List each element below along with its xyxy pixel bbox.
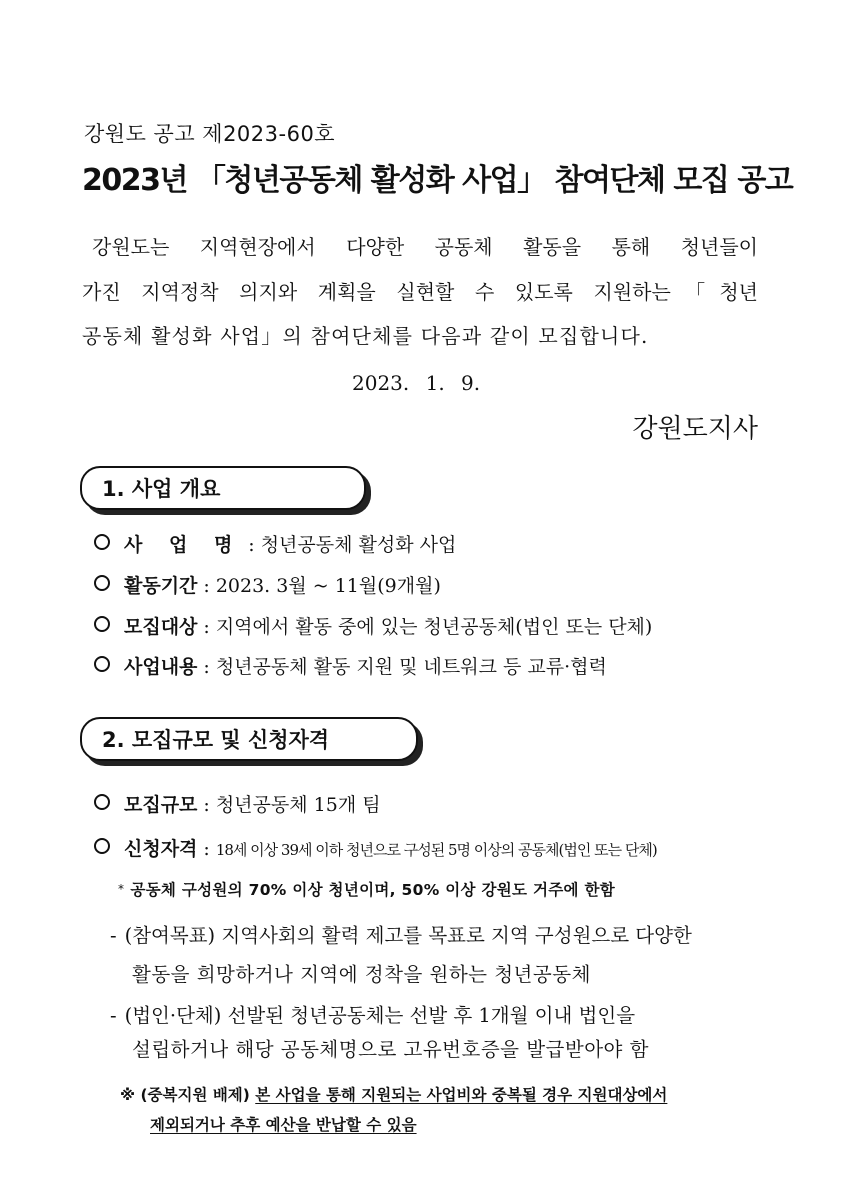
- eligibility-item: 신청자격 : 18세 이상 39세 이하 청년으로 구성된 5명 이상의 공동체(법인 또는 단체): [94, 834, 657, 861]
- item-value: 2023. 3월 ~ 11월(9개월): [215, 575, 441, 597]
- detail-corporation-cont: 설립하거나 해당 공동체명으로 고유번호증을 발급받아야 함: [132, 1038, 649, 1061]
- intro-line-1: 강원도는 지역현장에서 다양한 공동체 활동을 통해 청년들이: [92, 235, 758, 259]
- eligibility-note: [118, 878, 615, 900]
- remark-text-line-2: 제외되거나 추후 예산을 반납할 수 있음: [150, 1116, 417, 1134]
- circle-bullet-icon: [94, 838, 110, 854]
- item-label: 활동기간: [124, 575, 198, 597]
- issuer-name: 강원도지사: [632, 414, 758, 444]
- detail-text: (참여목표) 지역사회의 활력 제고를 목표로 지역 구성원으로 다양한: [124, 924, 692, 947]
- notice-number: 강원도 공고 제2023-60호: [84, 122, 336, 146]
- duplicate-support-remark: [120, 1083, 667, 1105]
- overview-item-period: 활동기간 : 2023. 3월 ~ 11월(9개월): [94, 571, 441, 598]
- dash-mark: -: [110, 1004, 117, 1027]
- remark-prefix: ※ (중복지원 배제): [120, 1086, 256, 1104]
- asterisk-icon: *: [118, 882, 125, 896]
- section-1-title: 1. 사업 개요: [102, 477, 221, 501]
- item-label: 신청자격: [124, 838, 198, 860]
- item-value: 청년공동체 활동 지원 및 네트워크 등 교류·협력: [215, 656, 607, 678]
- detail-participation-goal-cont: 활동을 희망하거나 지역에 정착을 원하는 청년공동체: [132, 963, 591, 986]
- scale-item: 모집규모 : 청년공동체 15개 팀: [94, 790, 381, 817]
- intro-line-2: 가진 지역정착 의지와 계획을 실현할 수 있도록 지원하는「청년: [82, 280, 758, 304]
- dash-mark: -: [110, 924, 117, 947]
- detail-participation-goal: [110, 920, 692, 948]
- duplicate-support-remark-cont: [150, 1113, 417, 1135]
- detail-corporation: [110, 1000, 635, 1028]
- circle-bullet-icon: [94, 794, 110, 810]
- circle-bullet-icon: [94, 575, 110, 591]
- section-2-header: [80, 717, 418, 761]
- circle-bullet-icon: [94, 656, 110, 672]
- overview-item-project-name: 사 업 명 : 청년공동체 활성화 사업: [94, 530, 456, 557]
- intro-line-3: 공동체 활성화 사업」의 참여단체를 다음과 같이 모집합니다.: [82, 324, 649, 348]
- section-2-title: 2. 모집규모 및 신청자격: [102, 728, 330, 752]
- item-value: 지역에서 활동 중에 있는 청년공동체(법인 또는 단체): [215, 616, 653, 638]
- item-value: 청년공동체 활성화 사업: [260, 534, 457, 556]
- page-title: 2023년 「청년공동체 활성화 사업」 참여단체 모집 공고: [82, 163, 793, 198]
- detail-text: (법인·단체) 선발된 청년공동체는 선발 후 1개월 이내 법인을: [124, 1004, 636, 1027]
- notice-date: 2023. 1. 9.: [352, 371, 481, 395]
- item-value: 청년공동체 15개 팀: [215, 794, 381, 816]
- overview-item-content: 사업내용 : 청년공동체 활동 지원 및 네트워크 등 교류·협력: [94, 652, 607, 679]
- item-label: 모집대상: [124, 616, 198, 638]
- overview-item-target: 모집대상 : 지역에서 활동 중에 있는 청년공동체(법인 또는 단체): [94, 612, 652, 639]
- circle-bullet-icon: [94, 534, 110, 550]
- remark-text-line-1: 본 사업을 통해 지원되는 사업비와 중복될 경우 지원대상에서: [255, 1086, 668, 1104]
- item-label: 사 업 명: [124, 534, 243, 556]
- circle-bullet-icon: [94, 616, 110, 632]
- item-label: 모집규모: [124, 794, 198, 816]
- item-label: 사업내용: [124, 656, 198, 678]
- section-1-header: [80, 466, 366, 510]
- item-value: 18세 이상 39세 이하 청년으로 구성된 5명 이상의 공동체(법인 또는 단체): [215, 841, 657, 859]
- note-text: 공동체 구성원의 70% 이상 청년이며, 50% 이상 강원도 거주에 한함: [130, 881, 616, 899]
